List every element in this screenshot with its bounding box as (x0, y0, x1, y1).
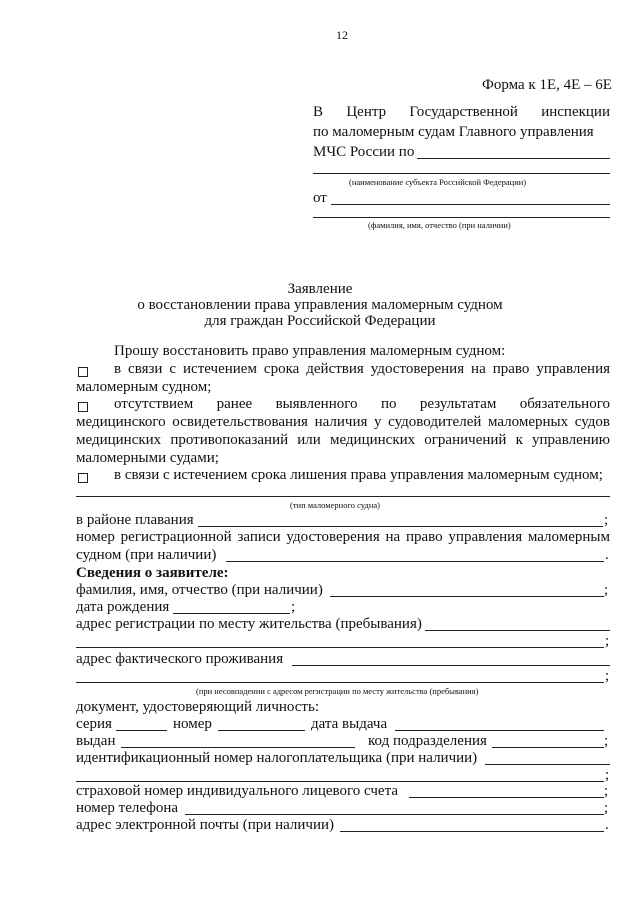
area-field[interactable] (198, 526, 603, 527)
issued-by-field[interactable] (121, 747, 355, 748)
addressee-line-2: по маломерным судам Главного управления (313, 124, 594, 140)
title-line-1: Заявление (287, 281, 353, 297)
actual-address-label: адрес фактического проживания (76, 651, 284, 667)
email-period: . (605, 817, 609, 833)
from-field[interactable] (331, 204, 610, 205)
option-1-line-2: маломерным судном; (76, 379, 212, 395)
dept-code-label: код подразделения (368, 733, 487, 749)
area-label: в районе плавания (76, 512, 194, 528)
inn-field[interactable] (485, 764, 610, 765)
option-2-line-3: медицинских противопоказаний или медицинских ограничений к управлению (76, 432, 610, 448)
option-3-checkbox[interactable] (78, 473, 88, 483)
fio-field[interactable] (330, 596, 604, 597)
phone-label: номер телефона (76, 800, 179, 816)
birth-field[interactable] (173, 613, 290, 614)
fio-caption: (фамилия, имя, отчество (при наличии) (368, 220, 511, 230)
option-2-checkbox[interactable] (78, 402, 88, 412)
actual-address-semicolon: ; (605, 668, 610, 684)
reg-record-line-1: номер регистрационной записи удостоверения на право управления маломерным (76, 529, 610, 545)
addressee-line-3: МЧС России по (313, 144, 415, 160)
mismatch-caption: (при несовпадении с адресом регистрации по месту жительства (пребывания) (196, 686, 479, 696)
from-field-2[interactable] (313, 217, 610, 218)
issue-date-label: дата выдача (311, 716, 388, 732)
reg-address-semicolon: ; (605, 633, 610, 649)
birth-semicolon: ; (291, 599, 296, 615)
snils-label: страховой номер индивидуального лицевого счета (76, 783, 398, 799)
option-2-line-2: медицинского освидетельствования наличия у судоводителей маломерных судов (76, 414, 610, 430)
dept-code-semicolon: ; (604, 733, 609, 749)
vessel-type-caption: (тип маломерного судна) (290, 500, 380, 510)
inn-semicolon: ; (605, 767, 610, 783)
actual-address-field[interactable] (292, 665, 610, 666)
birth-label: дата рождения (76, 599, 170, 615)
snils-semicolon: ; (604, 783, 609, 799)
option-1-checkbox[interactable] (78, 367, 88, 377)
id-doc-label: документ, удостоверяющий личность: (76, 699, 319, 715)
page-number: 12 (336, 28, 348, 42)
region-field-2[interactable] (313, 173, 610, 174)
option-2-line-4: маломерными судами; (76, 450, 219, 466)
option-3-line: в связи с истечением срока лишения права управления маломерным судном; (114, 467, 603, 483)
option-1-line-1: в связи с истечением срока действия удостоверения на право управления (114, 361, 610, 377)
series-label: серия (76, 716, 112, 732)
phone-semicolon: ; (604, 800, 609, 816)
fio-label: фамилия, имя, отчество (при наличии) (76, 582, 323, 598)
title-line-2: о восстановлении права управления маломерным судном (137, 297, 503, 313)
option-2-line-1: отсутствием ранее выявленного по результатам обязательного (114, 396, 610, 412)
snils-field[interactable] (409, 797, 604, 798)
actual-address-field-2[interactable] (76, 682, 604, 683)
phone-field[interactable] (185, 814, 604, 815)
addressee-line-1: В Центр Государственной инспекции (313, 104, 610, 120)
reg-address-field-2[interactable] (76, 647, 604, 648)
series-field[interactable] (116, 730, 167, 731)
issued-by-label: выдан (76, 733, 116, 749)
applicant-heading: Сведения о заявителе: (76, 565, 229, 581)
issue-date-field[interactable] (395, 730, 604, 731)
request-intro: Прошу восстановить право управления маломерным судном: (114, 343, 506, 359)
inn-field-2[interactable] (76, 781, 604, 782)
vessel-type-field[interactable] (76, 496, 610, 497)
email-field[interactable] (340, 831, 604, 832)
form-label: Форма к 1Е, 4Е – 6Е (482, 77, 612, 93)
number-field[interactable] (218, 730, 305, 731)
fio-semicolon: ; (604, 582, 609, 598)
reg-address-label: адрес регистрации по месту жительства (пребывания) (76, 616, 422, 632)
reg-record-line-2: судном (при наличии) (76, 547, 217, 563)
region-caption: (наименование субъекта Российской Федерации) (349, 177, 527, 187)
region-field[interactable] (417, 158, 610, 159)
title-line-3: для граждан Российской Федерации (204, 313, 436, 329)
dept-code-field[interactable] (492, 747, 604, 748)
email-label: адрес электронной почты (при наличии) (76, 817, 334, 833)
area-semicolon: ; (604, 512, 609, 528)
reg-address-field[interactable] (425, 630, 610, 631)
reg-record-field[interactable] (226, 561, 604, 562)
from-label: от (313, 190, 327, 206)
number-label: номер (173, 716, 212, 732)
reg-record-period: . (605, 547, 609, 563)
inn-label: идентификационный номер налогоплательщика (при наличии) (76, 750, 478, 766)
